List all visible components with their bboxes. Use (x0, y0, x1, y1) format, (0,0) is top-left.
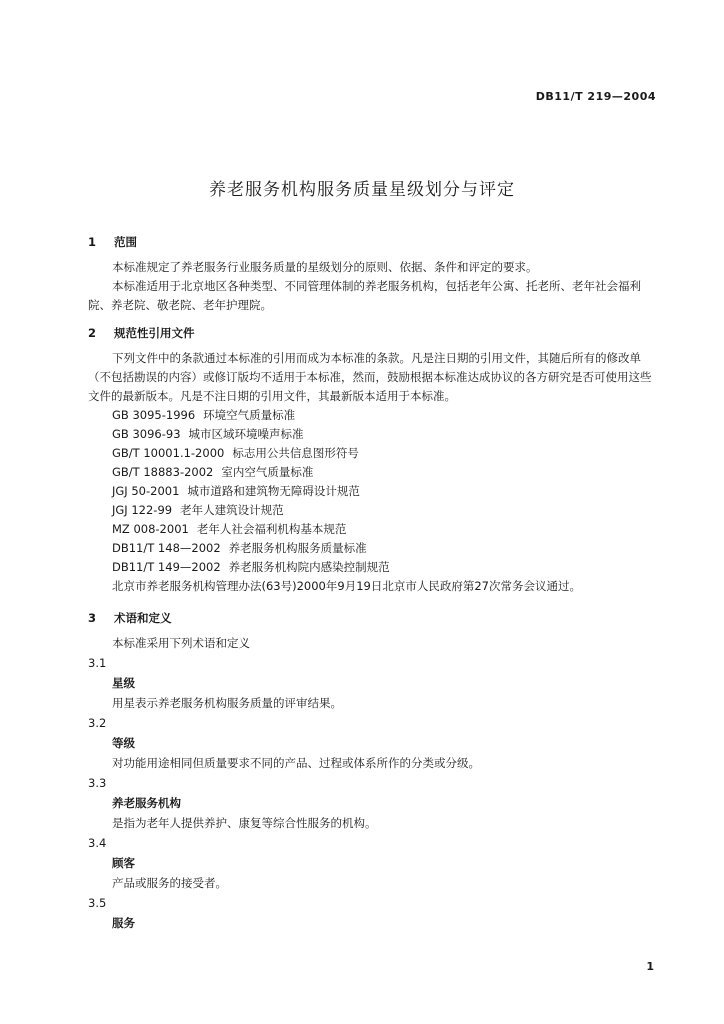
term-number: 3.5 (88, 896, 107, 910)
reference-item (88, 558, 658, 577)
reference-code: JGJ 50-2001 (112, 484, 180, 498)
reference-item (88, 444, 658, 463)
term-definition: 对功能用途相同但质量要求不同的产品、过程或体系所作的分类或分级。 (112, 756, 480, 770)
reference-name: 标志用公共信息图形符号 (232, 446, 359, 460)
reference-name: 城市道路和建筑物无障碍设计规范 (187, 484, 360, 498)
section-heading-scope (88, 230, 658, 254)
reference-item (88, 501, 658, 520)
page-number: 1 (646, 960, 654, 973)
reference-name: 环境空气质量标准 (203, 408, 296, 422)
term-definition: 是指为老年人提供养护、康复等综合性服务的机构。 (112, 816, 377, 830)
reference-item (88, 406, 658, 425)
term-definition: 产品或服务的接受者。 (112, 876, 227, 890)
section-number: 1 (88, 235, 97, 249)
reference-code: GB 3096-93 (112, 427, 181, 441)
term-number: 3.1 (88, 656, 107, 670)
term-name: 顾客 (112, 856, 135, 870)
reference-code: GB/T 10001.1-2000 (112, 446, 225, 460)
term-name: 星级 (112, 676, 135, 690)
terms-intro: 本标准采用下列术语和定义 (112, 636, 250, 650)
document-title: 养老服务机构服务质量星级划分与评定 (209, 180, 515, 200)
term-number: 3.2 (88, 716, 107, 730)
reference-item-regulation: 北京市养老服务机构管理办法(63号)2000年9月19日北京市人民政府第27次常务会议通过。 (112, 579, 581, 593)
term-number: 3.4 (88, 836, 107, 850)
section-title: 范围 (114, 235, 137, 249)
scope-paragraph-2: 本标准适用于北京地区各种类型、不同管理体制的养老服务机构，包括老年公寓、托老所、老年社会福利院、养老院、敬老院、老年护理院。 (88, 279, 641, 312)
reference-name: 养老服务机构院内感染控制规范 (228, 560, 390, 574)
reference-item (88, 425, 658, 444)
section-heading-normative-refs (88, 321, 658, 345)
reference-name: 养老服务机构服务质量标准 (228, 541, 367, 555)
term-name: 等级 (112, 736, 135, 750)
term-name: 养老服务机构 (112, 796, 181, 810)
section-title: 规范性引用文件 (114, 326, 195, 340)
reference-code: GB/T 18883-2002 (112, 465, 214, 479)
section-number: 2 (88, 326, 97, 340)
term-number: 3.3 (88, 776, 107, 790)
scope-paragraph-1: 本标准规定了养老服务行业服务质量的星级划分的原则、依据、条件和评定的要求。 (112, 260, 538, 274)
term-definition: 用星表示养老服务机构服务质量的评审结果。 (112, 696, 342, 710)
section-number: 3 (88, 611, 97, 625)
reference-item (88, 520, 658, 539)
reference-code: DB11/T 149—2002 (112, 560, 221, 574)
reference-item (88, 463, 658, 482)
reference-code: DB11/T 148—2002 (112, 541, 221, 555)
reference-code: GB 3095-1996 (112, 408, 196, 422)
reference-code: JGJ 122-99 (112, 503, 173, 517)
standard-code: DB11/T 219—2004 (535, 90, 656, 103)
reference-item (88, 482, 658, 501)
document-body (88, 230, 658, 933)
reference-name: 老年人建筑设计规范 (180, 503, 284, 517)
reference-name: 老年人社会福利机构基本规范 (196, 522, 347, 536)
term-name: 服务 (112, 916, 135, 930)
reference-code: MZ 008-2001 (112, 522, 189, 536)
section-heading-terms (88, 606, 658, 630)
reference-item (88, 539, 658, 558)
reference-name: 室内空气质量标准 (221, 465, 314, 479)
normative-refs-intro: 下列文件中的条款通过本标准的引用而成为本标准的条款。凡是注日期的引用文件，其随后所有的修改单（不包括勘误的内容）或修订版均不适用于本标准，然而，鼓励根据本标准达成协议的各方研究是否可使用这些文件的最新版本。凡是不注日期的引用文件，其最新版本适用于本标准。 (88, 351, 652, 403)
reference-name: 城市区域环境噪声标准 (188, 427, 304, 441)
reference-list (88, 406, 658, 596)
section-title: 术语和定义 (114, 611, 172, 625)
